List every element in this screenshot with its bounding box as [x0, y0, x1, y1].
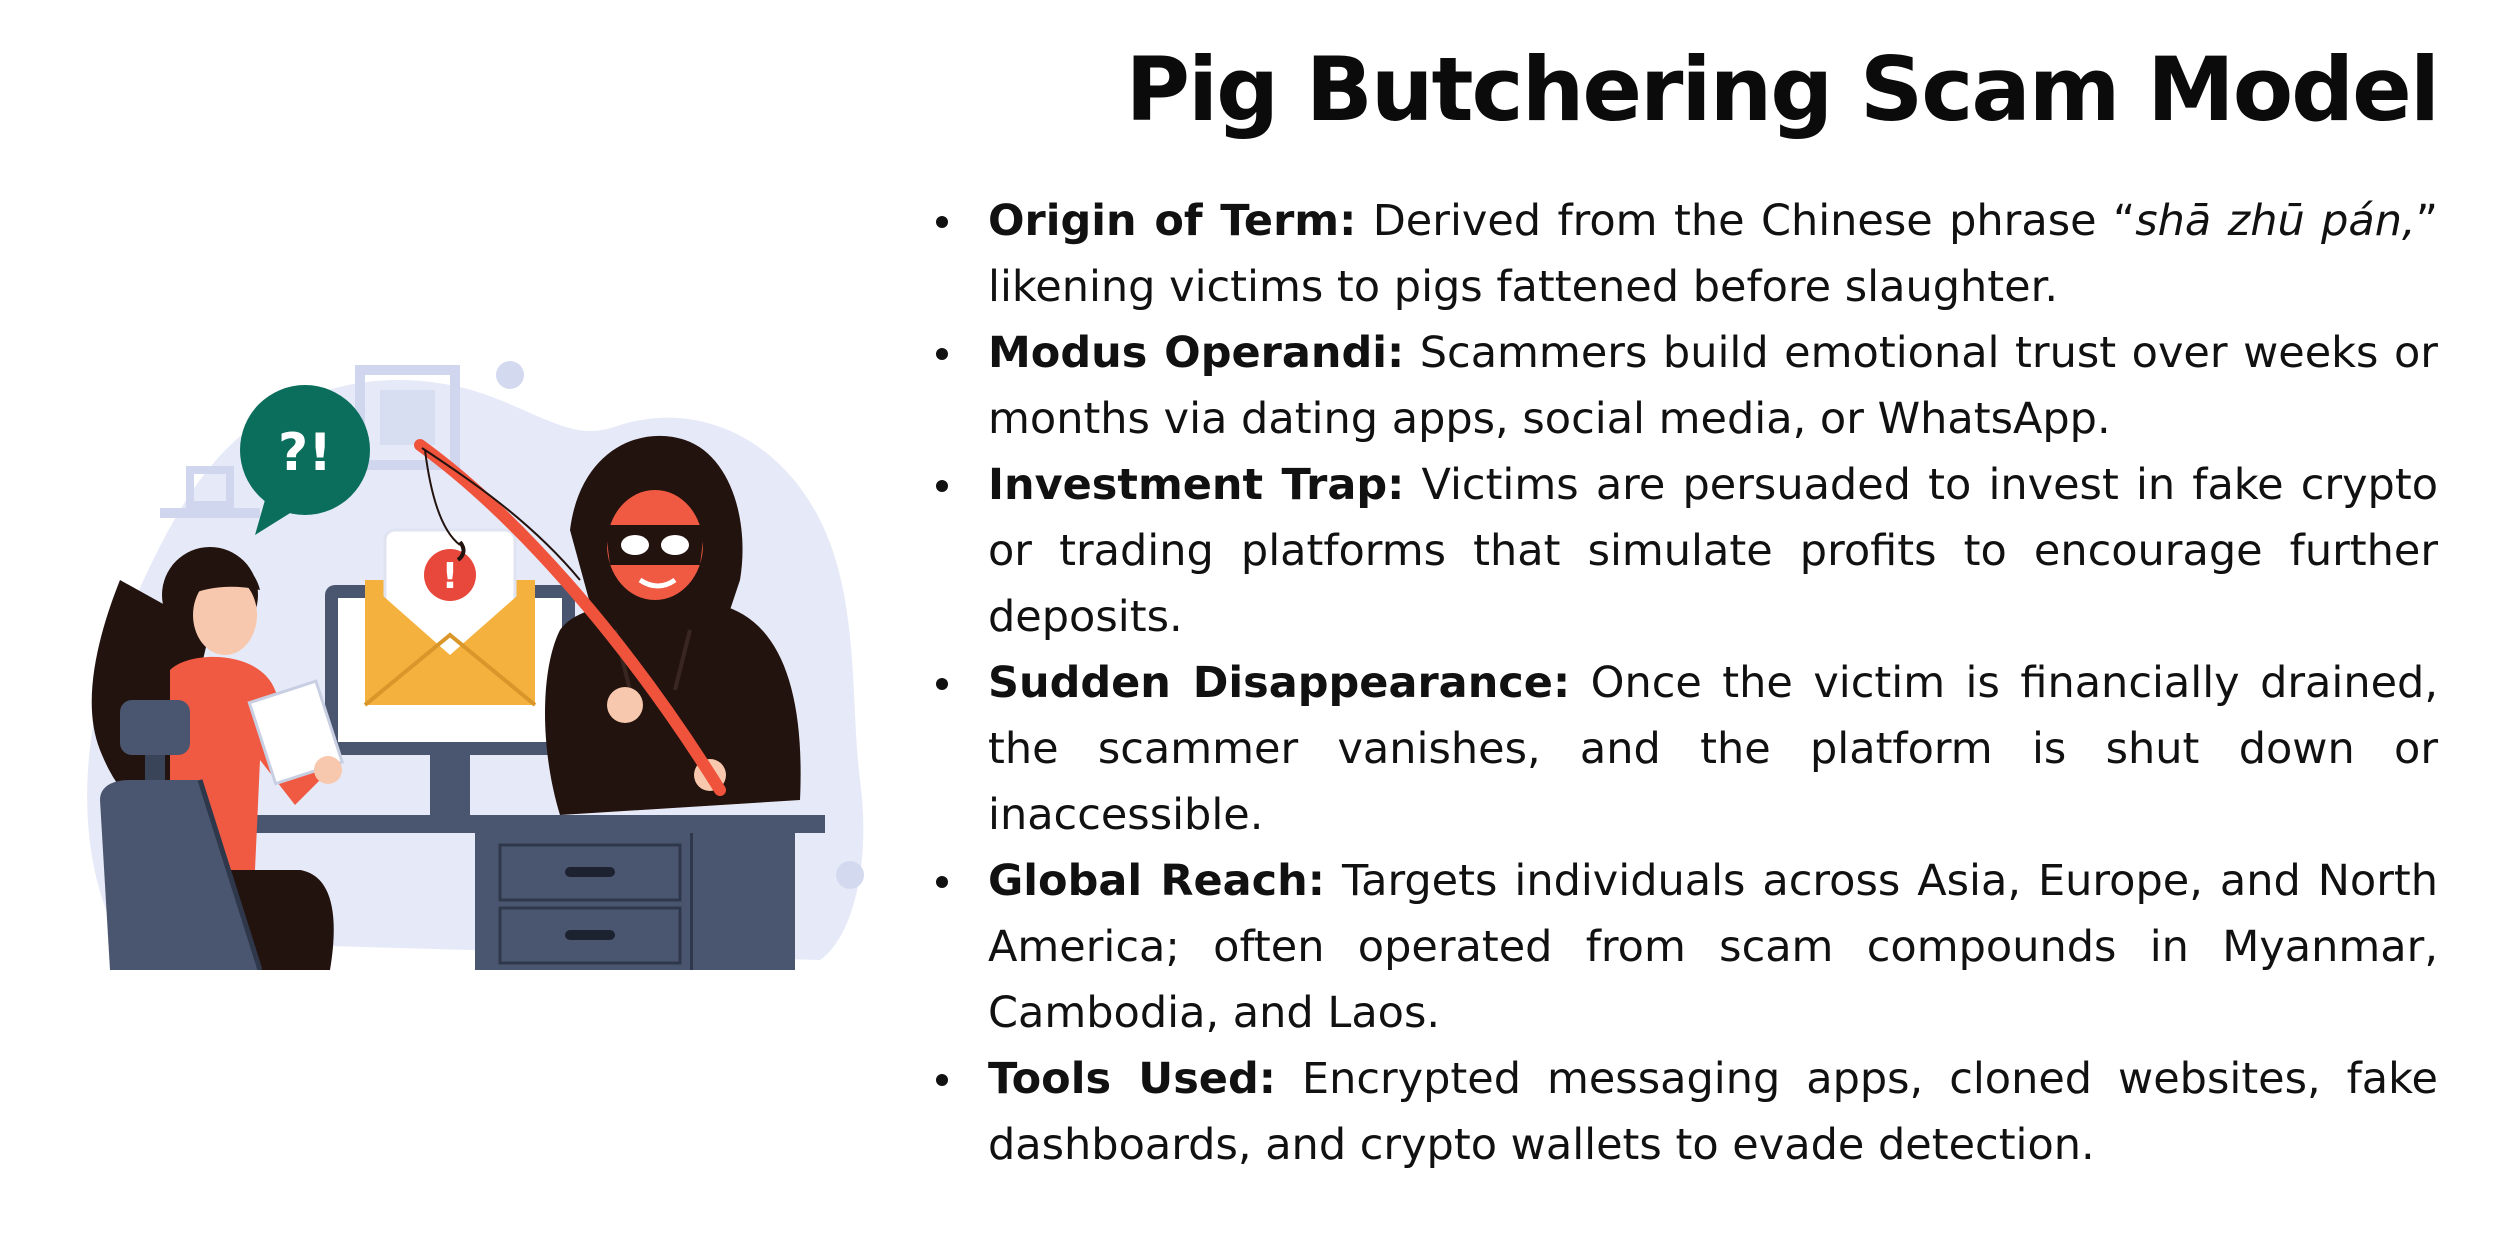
envelope-alert [365, 530, 535, 705]
bullet-dot [936, 348, 948, 360]
scam-illustration [60, 330, 900, 970]
bullet-dot [936, 678, 948, 690]
bullet-text: Encrypted messaging apps, cloned websites, fake dashboards, and crypto wallets to evade detection. [988, 1054, 2438, 1170]
decor-circle [836, 861, 864, 889]
bullet-modus-operandi [930, 320, 2438, 452]
bullet-global-reach [930, 848, 2438, 1046]
bullet-text: Derived from the Chinese phrase “ [1356, 196, 2136, 246]
decor-circle [496, 361, 524, 389]
bullet-list [930, 188, 2438, 1178]
bullet-term: Origin of Term: [988, 196, 1357, 246]
bullet-term: Investment Trap: [988, 460, 1405, 510]
bullet-term: Global Reach: [988, 856, 1325, 906]
bullet-dot [936, 876, 948, 888]
bullet-text: Once the victim is financially drained, the scammer vanishes, and the platform is shut down or inaccessible. [988, 658, 2439, 840]
bullet-tools-used [930, 1046, 2438, 1178]
bullet-term: Tools Used: [988, 1054, 1276, 1104]
speech-bubble-text: ?! [278, 423, 332, 483]
bullet-origin-of-term [930, 188, 2438, 320]
bullet-term: Sudden Disappearance: [988, 658, 1571, 708]
page-title: Pig Butchering Scam Model [1125, 38, 2438, 141]
bullet-investment-trap [930, 452, 2438, 650]
bullet-dot [936, 216, 948, 228]
bullet-text: Targets individuals across Asia, Europe, and North America; often operated from scam compounds in Myanmar, Cambodia, and Laos. [988, 856, 2438, 1038]
alert-icon: ! [441, 556, 459, 597]
bullet-text: Scammers build emotional trust over weeks or months via dating apps, social media, or WhatsApp. [988, 328, 2438, 444]
bullet-term: Modus Operandi: [988, 328, 1405, 378]
bullet-text: ” likening victims to pigs fattened before slaughter. [988, 196, 2438, 312]
bullet-italic-phrase: shā zhū pán, [2135, 196, 2416, 246]
bullet-sudden-disappearance [930, 650, 2438, 848]
bullet-dot [936, 480, 948, 492]
bullet-dot [936, 1074, 948, 1086]
bullet-text: Victims are persuaded to invest in fake crypto or trading platforms that simulate profits to encourage further deposits. [988, 460, 2439, 642]
